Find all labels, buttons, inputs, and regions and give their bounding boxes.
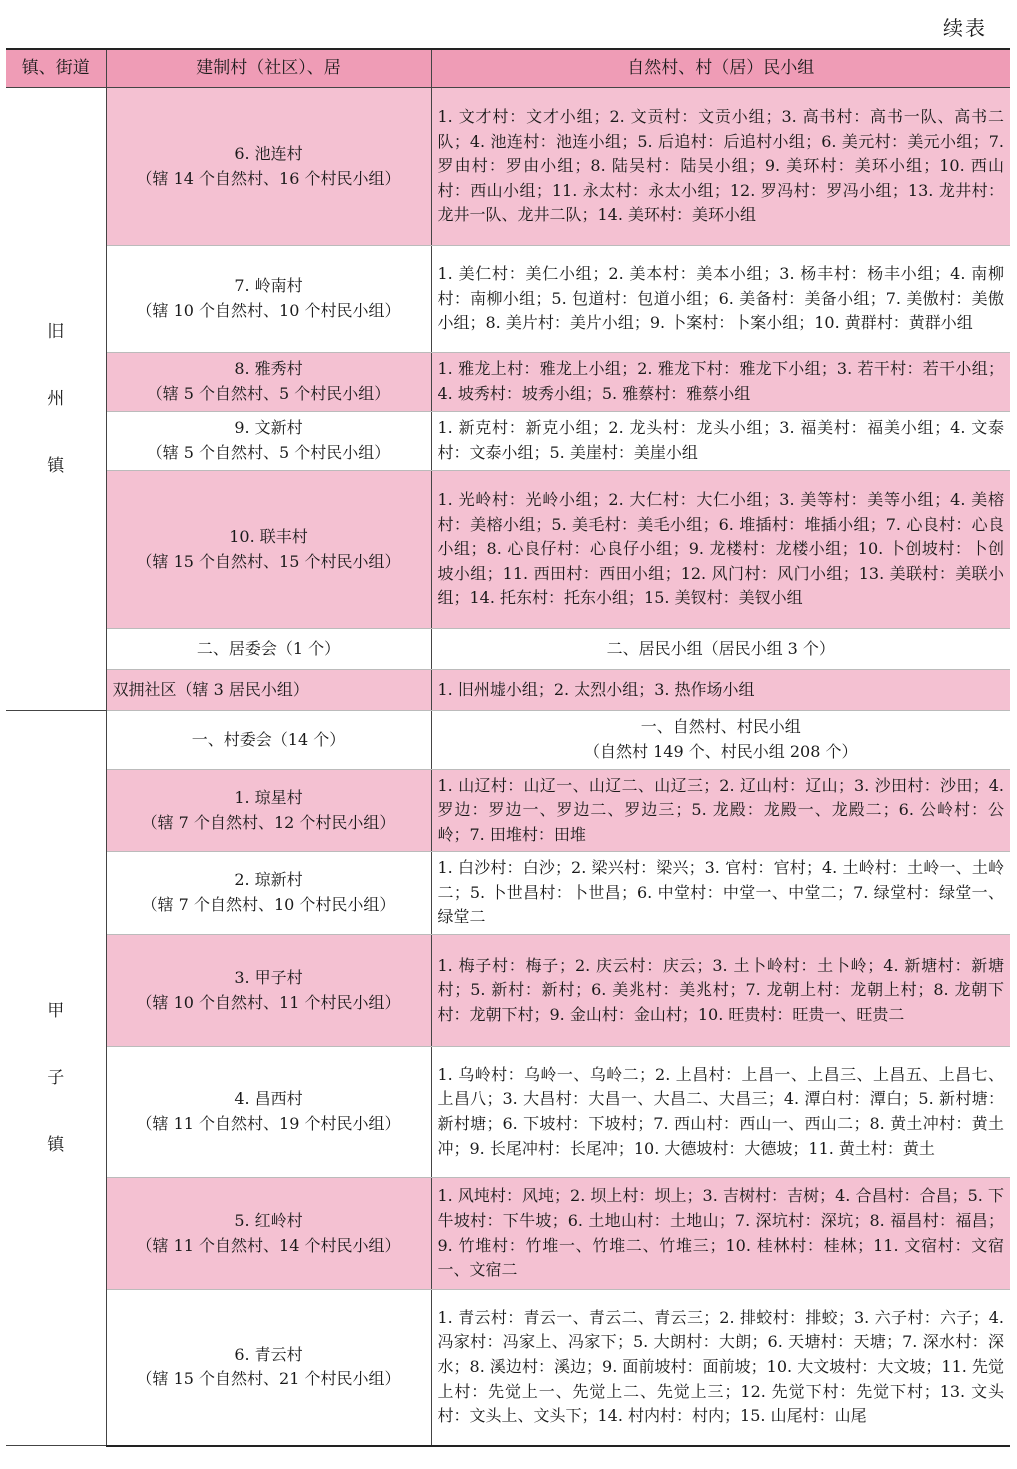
table-row xyxy=(6,852,1010,935)
table-row xyxy=(6,353,1010,412)
village-cell xyxy=(106,629,431,670)
village-cell xyxy=(106,353,431,412)
natural-villages-cell xyxy=(431,711,1010,770)
header-town: 镇、街道 xyxy=(6,49,106,88)
natural-villages-text: 1. 山辽村：山辽一、山辽二、山辽三；2. 辽山村：辽山；3. 沙田村：沙田；4. 罗边：罗边一、罗边二、罗边三；5. 龙殿：龙殿一、龙殿二；6. 公岭村：公岭；7. 田堆村：田堆 xyxy=(437,775,1004,844)
village-name: 一、村委会（14 个） xyxy=(191,729,346,749)
continued-label: 续表 xyxy=(943,16,987,40)
village-summary: （辖 14 个自然村、16 个村民小组） xyxy=(136,168,401,188)
natural-villages-cell xyxy=(431,670,1010,711)
village-summary: （辖 11 个自然村、19 个村民小组） xyxy=(136,1114,401,1133)
table-row xyxy=(6,629,1010,670)
village-summary: （辖 7 个自然村、10 个村民小组） xyxy=(141,895,396,914)
village-name: 双拥社区（辖 3 居民小组） xyxy=(112,679,309,699)
table-row xyxy=(6,935,1010,1047)
natural-villages-text: 1. 风坉村：风坉；2. 坝上村：坝上；3. 吉树村：吉树；4. 合昌村：合昌；5. 下牛坡村：下牛坡；6. 土地山村：土地山；7. 深坑村：深坑；8. 福昌村：福昌；9. 竹堆村：竹堆一、竹堆二、竹堆三；10. 桂林村：桂林；11. 文宿村：文宿一、文宿二 xyxy=(437,1186,1004,1280)
table-row xyxy=(6,1290,1010,1446)
natural-villages-text: 1. 文才村：文才小组；2. 文贡村：文贡小组；3. 高书村：高书一队、高书二队；4. 池连村：池连小组；5. 后追村：后追村小组；6. 美元村：美元小组；7. 罗由村：罗由小组；8. 陆吴村：陆吴小组；9. 美环村：美环小组；10. 西山村：西山小组；11. 永太村：永太小组；12. 罗冯村：罗冯小组；13. 龙井村：龙井一队、龙井二队；14. 美环村：美环小组 xyxy=(437,107,1004,225)
village-summary: （辖 15 个自然村、21 个村民小组） xyxy=(136,1369,401,1389)
natural-villages-text: 1. 旧州墟小组；2. 太烈小组；3. 热作场小组 xyxy=(437,679,755,699)
village-summary: （辖 15 个自然村、15 个村民小组） xyxy=(136,551,401,571)
natural-villages-cell xyxy=(431,935,1010,1047)
town-name-char: 州 xyxy=(47,388,65,409)
village-name: 7. 岭南村 xyxy=(234,276,303,296)
village-name: 2. 琼新村 xyxy=(234,870,303,890)
village-cell xyxy=(106,770,431,852)
table-row xyxy=(6,670,1010,711)
village-summary: （辖 7 个自然村、12 个村民小组） xyxy=(141,812,396,832)
village-name: 10. 联丰村 xyxy=(229,526,308,546)
natural-villages-text: 1. 雅龙上村：雅龙上小组；2. 雅龙下村：雅龙下小组；3. 若干村：若干小组；4. 坡秀村：坡秀小组；5. 雅蔡村：雅蔡小组 xyxy=(437,359,1004,403)
town-cell xyxy=(6,711,106,1446)
natural-villages-cell xyxy=(431,88,1010,246)
village-cell xyxy=(106,852,431,935)
village-summary: （辖 5 个自然村、5 个村民小组） xyxy=(146,384,391,403)
village-name: 5. 红岭村 xyxy=(234,1210,303,1230)
natural-villages-text: 1. 青云村：青云一、青云二、青云三；2. 排蛟村：排蛟；3. 六子村：六子；4. 冯家村：冯家上、冯家下；5. 大朗村：大朗；6. 天塘村：天塘；7. 深水村：深水；8. 溪边村：溪边；9. 面前坡村：面前坡；10. 大文坡村：大文坡；11. 先觉上村：先觉上一、先觉上二、先觉上三；12. 先觉下村：先觉下村；13. 文头村：文头上、文头下；14. 村内村：村内；15. 山尾村：山尾 xyxy=(437,1307,1004,1426)
natural-villages-text: 1. 白沙村：白沙；2. 梁兴村：梁兴；3. 官村：官村；4. 土岭村：土岭一、土岭二；5. 卜世昌村：卜世昌；6. 中堂村：中堂一、中堂二；7. 绿堂村：绿堂一、绿堂二 xyxy=(437,858,1004,927)
village-cell xyxy=(106,1047,431,1178)
village-cell xyxy=(106,88,431,246)
village-name: 6. 青云村 xyxy=(234,1344,303,1364)
village-cell xyxy=(106,1178,431,1290)
table-row xyxy=(6,471,1010,629)
natural-villages-cell xyxy=(431,353,1010,412)
village-summary: （辖 10 个自然村、10 个村民小组） xyxy=(136,301,401,320)
natural-villages-text: 一、自然村、村民小组 xyxy=(640,717,801,737)
natural-villages-cell xyxy=(431,471,1010,629)
town-cell xyxy=(6,88,106,711)
village-name: 8. 雅秀村 xyxy=(234,359,303,379)
table-row xyxy=(6,1047,1010,1178)
village-cell xyxy=(106,670,431,711)
village-table xyxy=(6,48,1010,1447)
natural-villages-cell xyxy=(431,1178,1010,1290)
village-name: 9. 文新村 xyxy=(234,418,303,438)
natural-villages-text: 1. 乌岭村：乌岭一、乌岭二；2. 上昌村：上昌一、上昌三、上昌五、上昌七、上昌八；3. 大昌村：大昌一、大昌二、大昌三；4. 潭白村：潭白；5. 新村塘：新村塘；6. 下坡村：下坡村；7. 西山村：西山一、西山二；8. 黄土冲村：黄土冲；9. 长尾冲村：长尾冲；10. 大德坡村：大德坡；11. 黄土村：黄土 xyxy=(437,1064,1004,1158)
town-name-char: 旧 xyxy=(47,321,65,342)
village-name: 二、居委会（1 个） xyxy=(196,638,341,658)
village-cell xyxy=(106,711,431,770)
village-name: 1. 琼星村 xyxy=(234,787,303,807)
natural-villages-cell xyxy=(431,629,1010,670)
natural-villages-cell xyxy=(431,1047,1010,1178)
natural-villages-cell xyxy=(431,852,1010,935)
table-row xyxy=(6,88,1010,246)
header-village-committee: 建制村（社区）、居 xyxy=(106,49,431,88)
town-name-char: 镇 xyxy=(47,1134,65,1155)
village-name: 4. 昌西村 xyxy=(234,1089,303,1109)
village-name: 6. 池连村 xyxy=(234,143,303,163)
table-row xyxy=(6,412,1010,471)
village-cell xyxy=(106,246,431,353)
natural-villages-cell xyxy=(431,1290,1010,1446)
natural-villages-text: 1. 光岭村：光岭小组；2. 大仁村：大仁小组；3. 美等村：美等小组；4. 美榕村：美榕小组；5. 美毛村：美毛小组；6. 堆插村：堆插小组；7. 心良村：心良小组；8. 心良仔村：心良仔小组；9. 龙楼村：龙楼小组；10. 卜创坡村：卜创坡小组；11. 西田村：西田小组；12. 风门村：风门小组；13. 美联村：美联小组；14. 托东村：托东小组；15. 美钗村：美钗小组 xyxy=(437,490,1004,608)
village-summary: （辖 5 个自然村、5 个村民小组） xyxy=(146,443,391,462)
natural-villages-text: 1. 美仁村：美仁小组；2. 美本村：美本小组；3. 杨丰村：杨丰小组；4. 南柳村：南柳小组；5. 包道村：包道小组；6. 美备村：美备小组；7. 美傲村：美傲小组；8. 美片村：美片小组；9. 卜案村：卜案小组；10. 黄群村：黄群小组 xyxy=(437,264,1004,333)
village-summary: （辖 10 个自然村、11 个村民小组） xyxy=(136,992,401,1012)
table-row xyxy=(6,246,1010,353)
town-name-char: 子 xyxy=(47,1067,65,1088)
header-natural-villages: 自然村、村（居）民小组 xyxy=(431,49,1010,88)
natural-villages-cell xyxy=(431,246,1010,353)
village-cell xyxy=(106,935,431,1047)
natural-villages-summary: （自然村 149 个、村民小组 208 个） xyxy=(584,742,858,761)
table-row xyxy=(6,1178,1010,1290)
natural-villages-cell xyxy=(431,412,1010,471)
table-body xyxy=(6,88,1010,1446)
village-cell xyxy=(106,412,431,471)
natural-villages-text: 二、居民小组（居民小组 3 个） xyxy=(606,638,835,658)
table-header-row xyxy=(6,49,1010,88)
village-cell xyxy=(106,1290,431,1446)
village-summary: （辖 11 个自然村、14 个村民小组） xyxy=(136,1235,401,1255)
table-row xyxy=(6,711,1010,770)
table-row xyxy=(6,770,1010,852)
natural-villages-cell xyxy=(431,770,1010,852)
town-name-char: 镇 xyxy=(47,455,65,476)
village-cell xyxy=(106,471,431,629)
village-name: 3. 甲子村 xyxy=(234,967,303,987)
natural-villages-text: 1. 梅子村：梅子；2. 庆云村：庆云；3. 土卜岭村：土卜岭；4. 新塘村：新塘村；5. 新村：新村；6. 美兆村：美兆村；7. 龙朝上村：龙朝上村；8. 龙朝下村：龙朝下村；9. 金山村：金山村；10. 旺贵村：旺贵一、旺贵二 xyxy=(437,955,1004,1024)
natural-villages-text: 1. 新克村：新克小组；2. 龙头村：龙头小组；3. 福美村：福美小组；4. 文泰村：文泰小组；5. 美崖村：美崖小组 xyxy=(437,418,1004,462)
town-name-char: 甲 xyxy=(47,1000,65,1021)
